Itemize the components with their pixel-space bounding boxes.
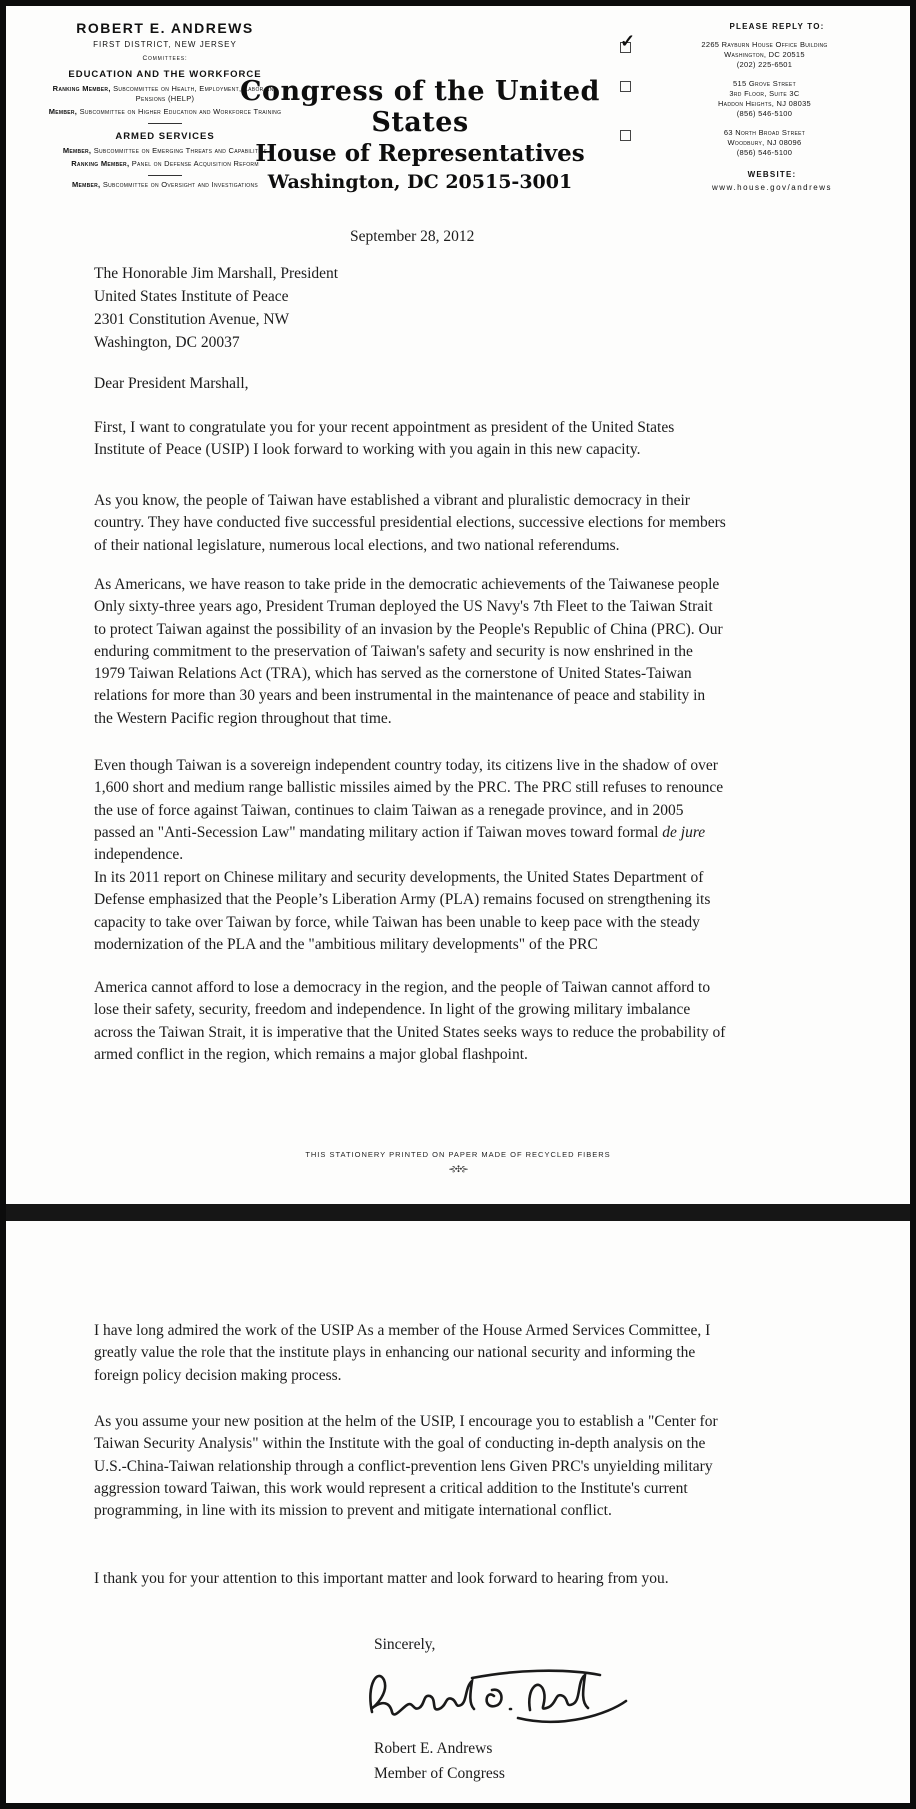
body-paragraph-1: First, I want to congratulate you for your recent appointment as president of the United States Institute of Peace (USIP) I look forward to working with you again in this new capacity. xyxy=(94,419,675,459)
page-divider xyxy=(6,1204,910,1221)
letterhead-center xyxy=(232,76,608,193)
address-line: (202) 225-6501 xyxy=(736,60,793,69)
signer-title: Member of Congress xyxy=(374,1765,505,1782)
body-paragraph-7: I have long admired the work of the USIP As a member of the House Armed Services Committee, I greatly value the role that the institute plays in enhancing our national security and informing the foreign policy decision making process. xyxy=(94,1322,711,1384)
letter-date: September 28, 2012 xyxy=(350,228,475,245)
recipient-line: 2301 Constitution Avenue, NW xyxy=(94,311,290,328)
recipient-line: United States Institute of Peace xyxy=(94,288,289,305)
address-line: 3rd Floor, Suite 3C xyxy=(729,89,800,98)
reply-option-woodbury xyxy=(606,128,908,158)
role-rank: Member, xyxy=(48,107,78,116)
reply-option-haddon-heights xyxy=(606,79,908,119)
checkmark-icon: ✓ xyxy=(620,31,636,51)
district-label: FIRST DISTRICT, NEW JERSEY xyxy=(93,40,237,49)
body-paragraph-6: America cannot afford to lose a democracy in the region, and the people of Taiwan cannot afford to lose their safety, security, freedom and independence. In light of the growing military imbalance across the Taiwan Strait, it is imperative that the United States seeks ways to reduce the probability of armed conflict in the region, which remains a major global flashpoint. xyxy=(94,979,726,1063)
salutation: Dear President Marshall, xyxy=(94,375,249,392)
paragraph-text: independence. xyxy=(94,846,184,864)
body-paragraph-3: As Americans, we have reason to take pride in the democratic achievements of the Taiwanese people Only sixty-three years ago, President Truman deployed the US Navy's 7th Fleet to the Taiwan Strait to protect Taiwan against the possibility of an invasion by the People's Republic of China (PRC). Our enduring commitment to the preservation of Taiwan's safety and security is now enshrined in the 1979 Taiwan Relations Act (TRA), which has served as the cornerstone of United States-Taiwan relations for more than 30 years and been instrumental in the maintenance of peace and stability in the Western Pacific region throughout that time. xyxy=(94,576,723,727)
signature xyxy=(358,1654,638,1739)
paragraph-text: Even though Taiwan is a sovereign independent country today, its citizens live in the shadow of over 1,600 short and medium range ballistic missiles aimed by the PRC. The PRC still refuses to renounce the use of force against Taiwan, continues to claim Taiwan as a renegade province, and in 2005 passed an "Anti-Secession Law" mandating military action if Taiwan moves toward formal xyxy=(94,757,724,841)
signature-block xyxy=(374,1736,505,1786)
body-paragraph-9: I thank you for your attention to this important matter and look forward to hearing from you. xyxy=(94,1570,669,1587)
signature-icon xyxy=(358,1654,638,1734)
address-line: (856) 546-5100 xyxy=(736,109,793,118)
role-text: Subcommittee on Higher Education and Workforce Training xyxy=(79,107,282,116)
address-line: 2265 Rayburn House Office Building xyxy=(701,40,828,49)
recipient-line: The Honorable Jim Marshall, President xyxy=(94,265,339,282)
committee-section-title-education: EDUCATION AND THE WORKFORCE xyxy=(68,69,262,80)
member-name: ROBERT E. ANDREWS xyxy=(76,20,254,36)
body-paragraph-8: As you assume your new position at the helm of the USIP, I encourage you to establish a "Center for Taiwan Security Analysis" within the Institute with the goal of conducting in-depth analysis on the U.S.-China-Taiwan relationship through a conflict-prevention lens Given PRC's unyielding military aggression toward Taiwan, this work would represent a critical addition to the Institute's current programming, in line with its mission to prevent and mitigate international conflict. xyxy=(94,1413,718,1520)
italic-phrase: de jure xyxy=(662,823,706,841)
divider xyxy=(148,123,182,124)
address-line: Haddon Heights, NJ 08035 xyxy=(717,99,812,108)
reply-address-dc xyxy=(631,40,908,70)
reply-address-woodbury xyxy=(631,128,908,158)
role-text: Subcommittee on Health, Employment, Labor and Pensions (HELP) xyxy=(113,84,278,103)
website-url: www.house.gov/andrews xyxy=(712,183,832,192)
website-block xyxy=(606,170,908,192)
address-line: Woodbury, NJ 08096 xyxy=(727,138,802,147)
checkbox-empty xyxy=(620,81,631,92)
congress-title-line2: House of Representatives xyxy=(255,140,585,167)
stationery-note: THIS STATIONERY PRINTED ON PAPER MADE OF RECYCLED FIBERS xyxy=(305,1150,611,1159)
reply-address-haddon-heights xyxy=(631,79,908,119)
committees-label: Committees: xyxy=(142,55,188,62)
body-paragraph-4 xyxy=(94,755,726,866)
role-rank: Member, xyxy=(62,145,92,155)
body-paragraph-2: As you know, the people of Taiwan have established a vibrant and pluralistic democracy in their country. They have conducted five successful presidential elections, successive elections for members of their national legislature, numerous local elections, and two national referendums. xyxy=(94,492,726,554)
congress-title-line1: Congress of the United States xyxy=(240,76,600,138)
address-line: Washington, DC 20515 xyxy=(724,50,805,59)
website-label: WEBSITE: xyxy=(747,170,797,179)
committee-section-title-armed-services: ARMED SERVICES xyxy=(115,130,215,142)
role-rank: Member, xyxy=(71,179,101,189)
recycled-ornament-icon: ⊰✣⊱ xyxy=(448,1164,468,1174)
reply-option-dc xyxy=(606,31,908,70)
body-paragraph-5: In its 2011 report on Chinese military and security developments, the United States Department of Defense emphasized that the People’s Liberation Army (PLA) remains focused on strengthening its capacity to take over Taiwan by force, while Taiwan has been unable to keep pace with the steady modernization of the PLA and the "ambitious military developments" of the PRC xyxy=(94,869,711,953)
role-rank: Ranking Member, xyxy=(52,84,111,93)
address-line: 63 North Broad Street xyxy=(723,128,806,137)
role-rank: Ranking Member, xyxy=(71,159,130,168)
address-line: 515 Grove Street xyxy=(733,79,796,88)
divider xyxy=(148,175,182,176)
role-text: Panel on Defense Acquisition Reform xyxy=(131,159,259,168)
signer-name: Robert E. Andrews xyxy=(374,1740,493,1757)
congress-title-line3: Washington, DC 20515-3001 xyxy=(267,171,573,193)
checkbox-checked xyxy=(620,31,636,53)
closing: Sincerely, xyxy=(374,1636,436,1653)
letterhead-right-column xyxy=(606,22,908,192)
recipient-address xyxy=(94,262,338,354)
address-line: (856) 546-5100 xyxy=(736,148,793,157)
reply-to-label: PLEASE REPLY TO: xyxy=(729,22,825,31)
recipient-line: Washington, DC 20037 xyxy=(94,334,240,351)
checkbox-empty xyxy=(620,130,631,141)
role-text: Subcommittee on Oversight and Investigations xyxy=(102,179,259,189)
role-text: Subcommittee on Emerging Threats and Capabilities xyxy=(93,145,268,155)
